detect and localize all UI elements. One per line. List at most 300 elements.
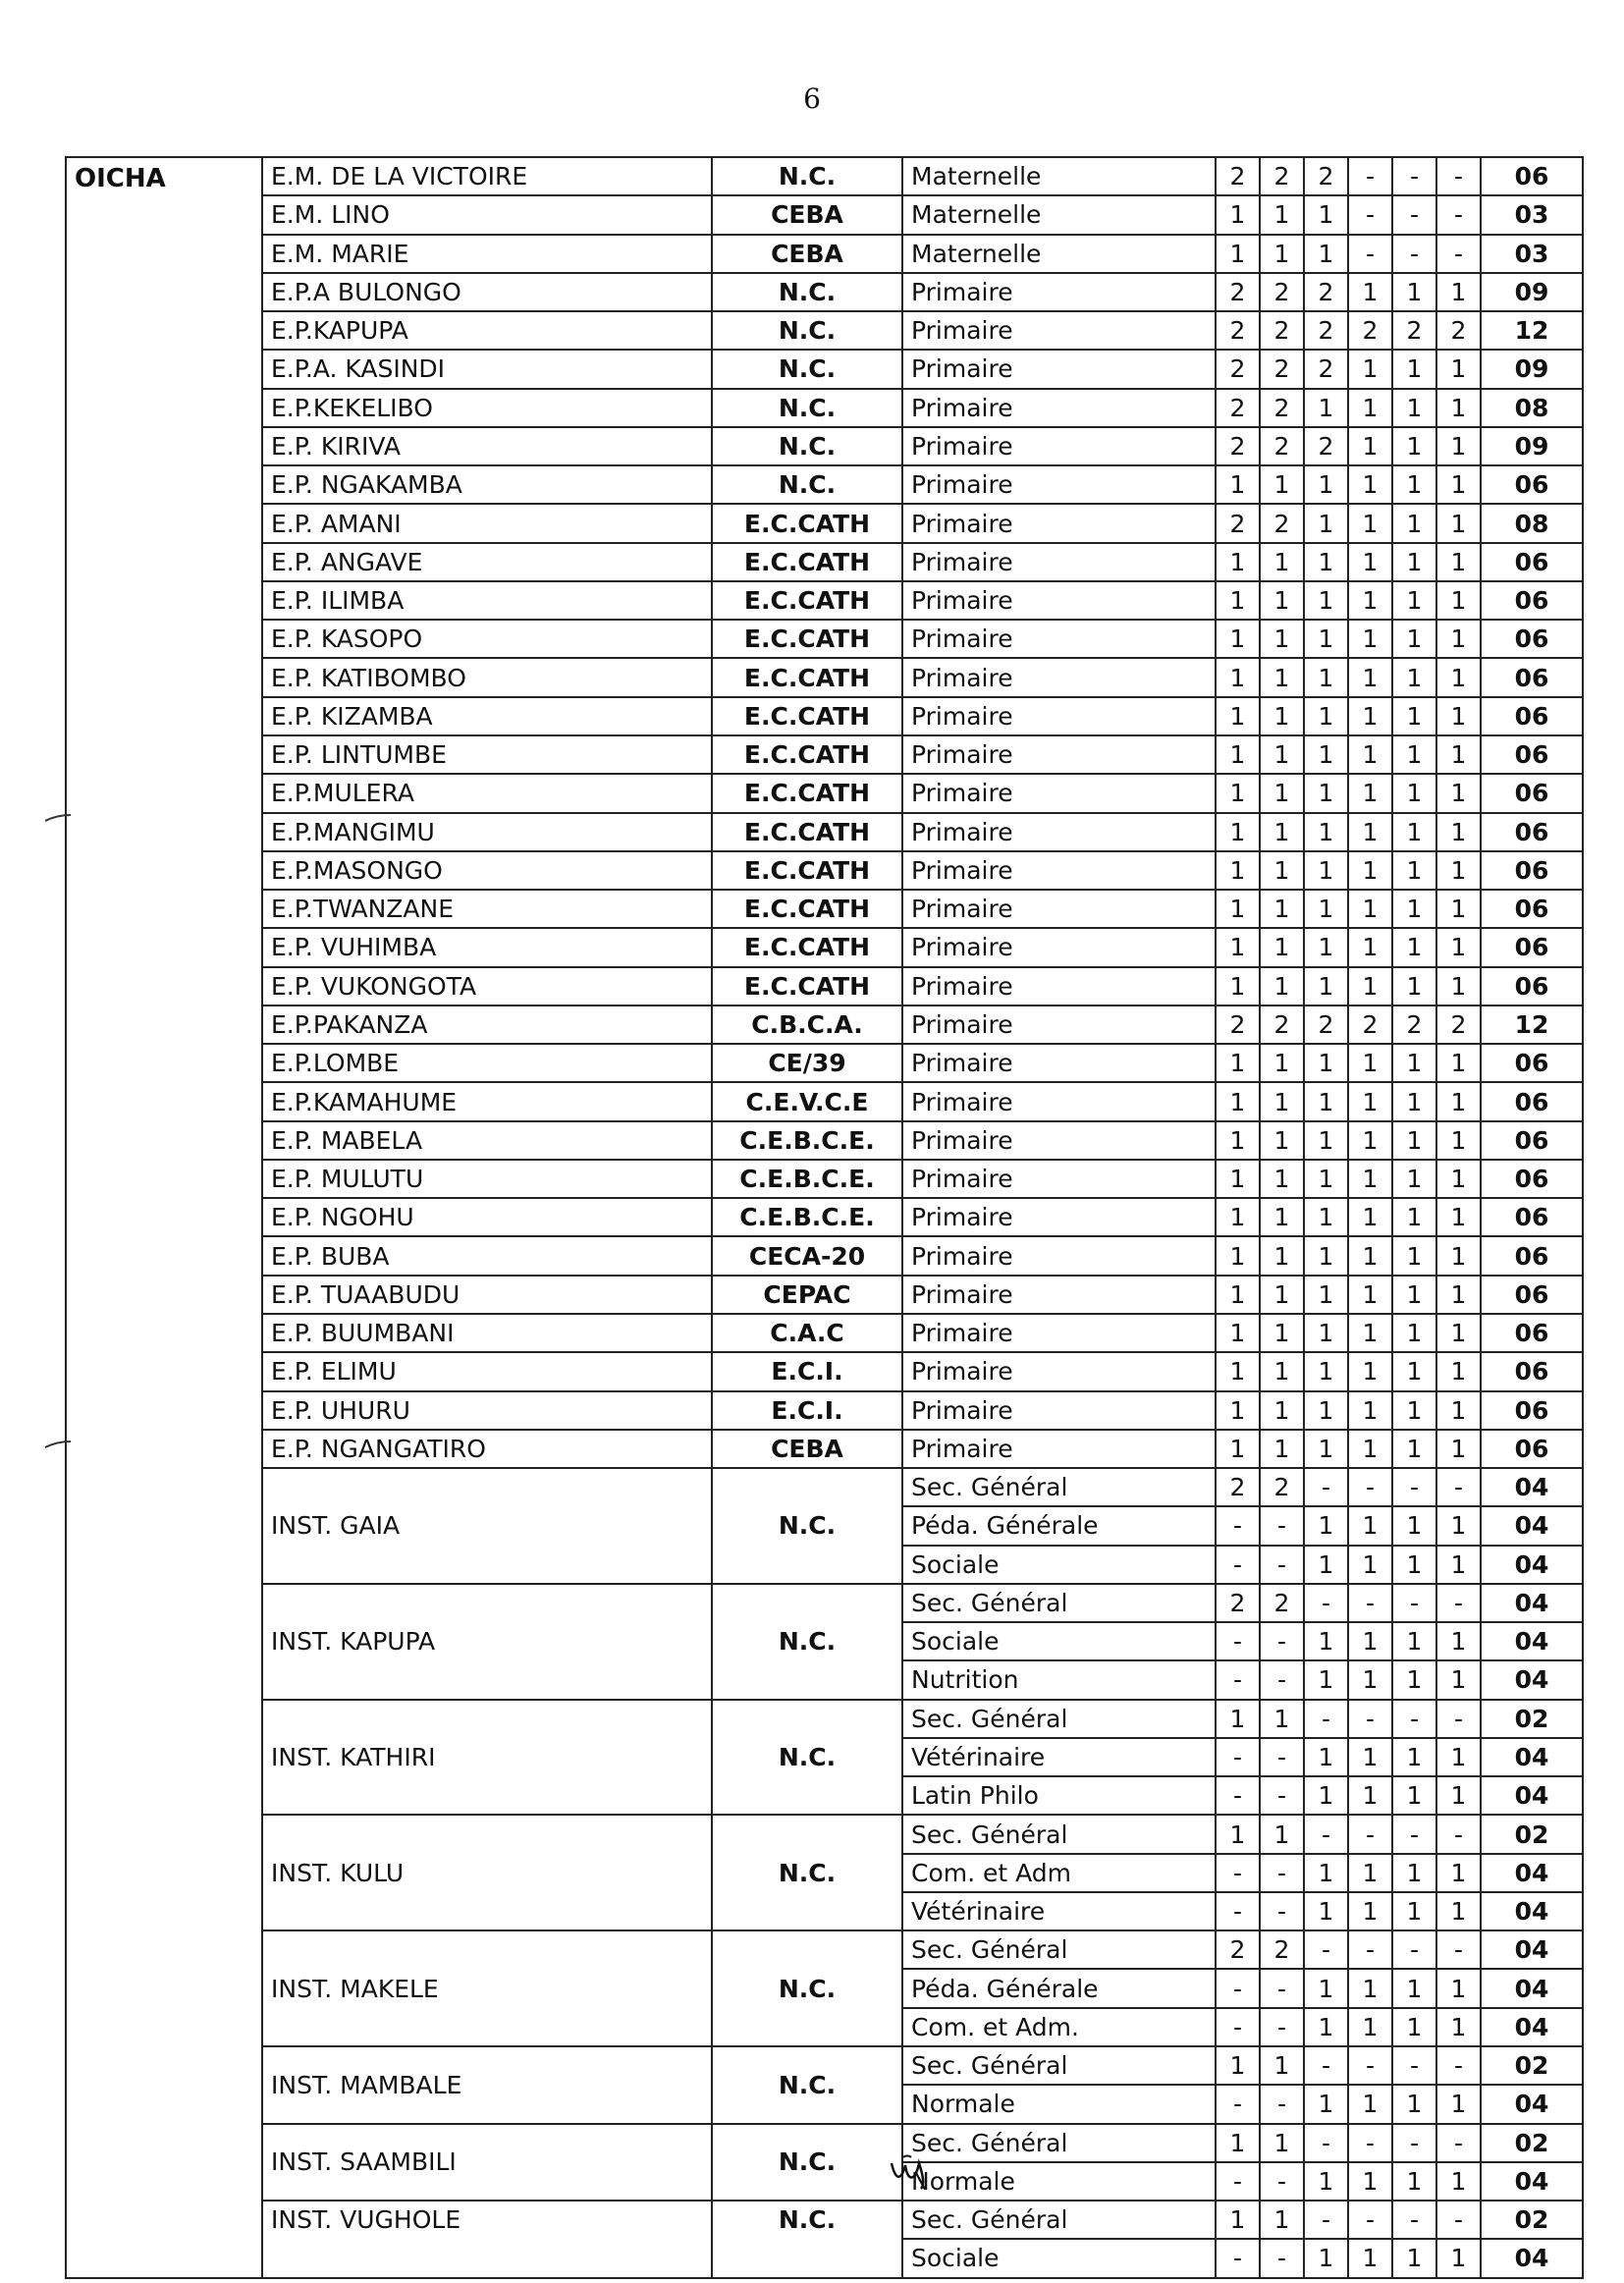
owner-cell: E.C.CATH bbox=[712, 658, 902, 696]
count-cell: 1 bbox=[1304, 581, 1348, 620]
owner-cell: E.C.CATH bbox=[712, 851, 902, 890]
count-cell: 1 bbox=[1216, 581, 1260, 620]
count-cell: 1 bbox=[1304, 543, 1348, 581]
count-cell: 1 bbox=[1348, 1892, 1392, 1930]
count-cell: - bbox=[1216, 1506, 1260, 1545]
count-cell: 1 bbox=[1348, 1314, 1392, 1352]
section-cell: Primaire bbox=[902, 389, 1216, 427]
count-cell: 1 bbox=[1436, 1082, 1481, 1120]
count-cell: - bbox=[1216, 1969, 1260, 2007]
total-cell: 06 bbox=[1481, 620, 1583, 658]
count-cell: 1 bbox=[1260, 1314, 1304, 1352]
school-name-cell: E.P. KASOPO bbox=[262, 620, 712, 658]
count-cell: 1 bbox=[1392, 2085, 1436, 2123]
section-cell: Primaire bbox=[902, 1430, 1216, 1468]
school-name-cell: E.P.A BULONGO bbox=[262, 273, 712, 311]
total-cell: 08 bbox=[1481, 504, 1583, 542]
count-cell: 1 bbox=[1260, 928, 1304, 966]
count-cell: 2 bbox=[1216, 427, 1260, 465]
count-cell: 1 bbox=[1260, 2201, 1304, 2239]
count-cell: 1 bbox=[1260, 1082, 1304, 1120]
count-cell: 1 bbox=[1436, 2239, 1481, 2277]
count-cell: - bbox=[1216, 1854, 1260, 1892]
total-cell: 04 bbox=[1481, 1930, 1583, 1969]
count-cell: - bbox=[1260, 1660, 1304, 1699]
count-cell: - bbox=[1260, 1738, 1304, 1776]
total-cell: 06 bbox=[1481, 1236, 1583, 1275]
section-cell: Sec. Général bbox=[902, 2124, 1216, 2162]
school-name-cell: E.P. MULUTU bbox=[262, 1160, 712, 1198]
count-cell: 1 bbox=[1436, 697, 1481, 735]
count-cell: 1 bbox=[1260, 581, 1304, 620]
owner-cell: N.C. bbox=[712, 2201, 902, 2278]
count-cell: 1 bbox=[1392, 504, 1436, 542]
school-name-cell: E.P. ILIMBA bbox=[262, 581, 712, 620]
section-cell: Primaire bbox=[902, 1044, 1216, 1082]
total-cell: 09 bbox=[1481, 350, 1583, 388]
count-cell: 1 bbox=[1304, 1622, 1348, 1660]
count-cell: 1 bbox=[1392, 1391, 1436, 1430]
owner-cell: E.C.CATH bbox=[712, 928, 902, 966]
total-cell: 06 bbox=[1481, 697, 1583, 735]
section-cell: Primaire bbox=[902, 1276, 1216, 1314]
total-cell: 02 bbox=[1481, 2046, 1583, 2085]
table-row bbox=[66, 1314, 1583, 1352]
institute-name-cell: INST. GAIA bbox=[262, 1468, 712, 1584]
table-row bbox=[66, 1160, 1583, 1198]
count-cell: 1 bbox=[1348, 1430, 1392, 1468]
count-cell: 1 bbox=[1216, 465, 1260, 504]
total-cell: 06 bbox=[1481, 1314, 1583, 1352]
count-cell: - bbox=[1304, 2046, 1348, 2085]
count-cell: 1 bbox=[1216, 967, 1260, 1006]
count-cell: 2 bbox=[1216, 311, 1260, 350]
count-cell: 2 bbox=[1348, 311, 1392, 350]
section-cell: Primaire bbox=[902, 350, 1216, 388]
count-cell: - bbox=[1260, 1546, 1304, 1584]
count-cell: 1 bbox=[1392, 658, 1436, 696]
count-cell: 1 bbox=[1436, 1546, 1481, 1584]
total-cell: 04 bbox=[1481, 1738, 1583, 1776]
school-name-cell: E.P. ELIMU bbox=[262, 1352, 712, 1390]
section-cell: Sec. Général bbox=[902, 1468, 1216, 1506]
owner-cell: N.C. bbox=[712, 427, 902, 465]
owner-cell: E.C.CATH bbox=[712, 620, 902, 658]
total-cell: 04 bbox=[1481, 1660, 1583, 1699]
count-cell: 1 bbox=[1392, 1314, 1436, 1352]
count-cell: 1 bbox=[1304, 1044, 1348, 1082]
count-cell: 1 bbox=[1260, 658, 1304, 696]
count-cell: - bbox=[1260, 1776, 1304, 1815]
school-name-cell: E.P. BUUMBANI bbox=[262, 1314, 712, 1352]
count-cell: 1 bbox=[1348, 1391, 1392, 1430]
count-cell: 1 bbox=[1436, 1738, 1481, 1776]
owner-cell: N.C. bbox=[712, 1584, 902, 1700]
section-cell: Sec. Général bbox=[902, 1700, 1216, 1738]
total-cell: 02 bbox=[1481, 1815, 1583, 1853]
section-cell: Primaire bbox=[902, 1236, 1216, 1275]
total-cell: 12 bbox=[1481, 311, 1583, 350]
table-row bbox=[66, 813, 1583, 851]
count-cell: - bbox=[1348, 235, 1392, 273]
count-cell: 1 bbox=[1436, 967, 1481, 1006]
count-cell: 1 bbox=[1348, 427, 1392, 465]
count-cell: 1 bbox=[1260, 195, 1304, 234]
count-cell: 1 bbox=[1392, 581, 1436, 620]
count-cell: 1 bbox=[1304, 2162, 1348, 2201]
count-cell: 1 bbox=[1436, 504, 1481, 542]
count-cell: - bbox=[1392, 1815, 1436, 1853]
handwritten-initials bbox=[886, 2151, 945, 2191]
count-cell: 2 bbox=[1304, 427, 1348, 465]
count-cell: - bbox=[1392, 2046, 1436, 2085]
count-cell: 1 bbox=[1348, 1738, 1392, 1776]
count-cell: 1 bbox=[1348, 1236, 1392, 1275]
section-cell: Vétérinaire bbox=[902, 1892, 1216, 1930]
count-cell: - bbox=[1260, 2085, 1304, 2123]
section-cell: Com. et Adm bbox=[902, 1854, 1216, 1892]
table-row bbox=[66, 1700, 1583, 1738]
count-cell: - bbox=[1260, 1969, 1304, 2007]
owner-cell: CE/39 bbox=[712, 1044, 902, 1082]
count-cell: 1 bbox=[1436, 774, 1481, 812]
section-cell: Sec. Général bbox=[902, 2046, 1216, 2085]
count-cell: 1 bbox=[1304, 1660, 1348, 1699]
owner-cell: E.C.CATH bbox=[712, 581, 902, 620]
count-cell: - bbox=[1392, 2201, 1436, 2239]
count-cell: 1 bbox=[1260, 851, 1304, 890]
count-cell: 1 bbox=[1436, 273, 1481, 311]
count-cell: 1 bbox=[1216, 543, 1260, 581]
count-cell: - bbox=[1392, 1584, 1436, 1622]
owner-cell: CEPAC bbox=[712, 1276, 902, 1314]
count-cell: 1 bbox=[1304, 851, 1348, 890]
total-cell: 04 bbox=[1481, 1776, 1583, 1815]
section-cell: Primaire bbox=[902, 504, 1216, 542]
school-name-cell: E.P. KIRIVA bbox=[262, 427, 712, 465]
count-cell: 1 bbox=[1216, 1082, 1260, 1120]
school-name-cell: E.P. UHURU bbox=[262, 1391, 712, 1430]
count-cell: - bbox=[1216, 2085, 1260, 2123]
owner-cell: C.B.C.A. bbox=[712, 1006, 902, 1044]
count-cell: 1 bbox=[1304, 389, 1348, 427]
total-cell: 06 bbox=[1481, 1198, 1583, 1236]
total-cell: 09 bbox=[1481, 273, 1583, 311]
section-cell: Maternelle bbox=[902, 157, 1216, 195]
owner-cell: N.C. bbox=[712, 350, 902, 388]
count-cell: 1 bbox=[1216, 735, 1260, 774]
section-cell: Sociale bbox=[902, 1546, 1216, 1584]
school-name-cell: E.P.MASONGO bbox=[262, 851, 712, 890]
count-cell: 1 bbox=[1392, 967, 1436, 1006]
count-cell: 1 bbox=[1216, 813, 1260, 851]
table-row bbox=[66, 2124, 1583, 2162]
count-cell: 1 bbox=[1260, 620, 1304, 658]
count-cell: 1 bbox=[1392, 620, 1436, 658]
count-cell: 1 bbox=[1260, 967, 1304, 1006]
schools-table bbox=[65, 156, 1584, 2279]
count-cell: 1 bbox=[1348, 2008, 1392, 2046]
count-cell: 1 bbox=[1304, 967, 1348, 1006]
table-row bbox=[66, 1044, 1583, 1082]
total-cell: 06 bbox=[1481, 658, 1583, 696]
count-cell: 1 bbox=[1436, 1352, 1481, 1390]
institute-name-cell: INST. KULU bbox=[262, 1815, 712, 1930]
count-cell: 1 bbox=[1436, 1506, 1481, 1545]
institute-name-cell: INST. KAPUPA bbox=[262, 1584, 712, 1700]
section-cell: Primaire bbox=[902, 735, 1216, 774]
count-cell: 1 bbox=[1304, 620, 1348, 658]
owner-cell: CEBA bbox=[712, 235, 902, 273]
count-cell: 1 bbox=[1216, 697, 1260, 735]
total-cell: 06 bbox=[1481, 1044, 1583, 1082]
count-cell: - bbox=[1392, 2124, 1436, 2162]
count-cell: 1 bbox=[1216, 1352, 1260, 1390]
institute-name-cell: INST. KATHIRI bbox=[262, 1700, 712, 1816]
count-cell: 1 bbox=[1304, 2085, 1348, 2123]
count-cell: 2 bbox=[1436, 311, 1481, 350]
count-cell: 1 bbox=[1348, 1546, 1392, 1584]
count-cell: 1 bbox=[1304, 1160, 1348, 1198]
count-cell: 2 bbox=[1304, 273, 1348, 311]
table-row bbox=[66, 1198, 1583, 1236]
institute-name-cell: INST. VUGHOLE bbox=[262, 2201, 712, 2278]
count-cell: - bbox=[1392, 235, 1436, 273]
total-cell: 06 bbox=[1481, 1160, 1583, 1198]
count-cell: 1 bbox=[1304, 1738, 1348, 1776]
school-name-cell: E.P. NGANGATIRO bbox=[262, 1430, 712, 1468]
count-cell: - bbox=[1216, 2239, 1260, 2277]
count-cell: 1 bbox=[1304, 1854, 1348, 1892]
table-row bbox=[66, 1815, 1583, 1853]
count-cell: 1 bbox=[1216, 1236, 1260, 1275]
count-cell: 2 bbox=[1260, 389, 1304, 427]
table-row bbox=[66, 2201, 1583, 2239]
table-row bbox=[66, 697, 1583, 735]
owner-cell: E.C.CATH bbox=[712, 543, 902, 581]
count-cell: 1 bbox=[1436, 658, 1481, 696]
count-cell: 1 bbox=[1304, 890, 1348, 928]
count-cell: 2 bbox=[1348, 1006, 1392, 1044]
count-cell: 1 bbox=[1348, 465, 1392, 504]
count-cell: 1 bbox=[1392, 1430, 1436, 1468]
count-cell: 1 bbox=[1392, 465, 1436, 504]
count-cell: - bbox=[1392, 157, 1436, 195]
count-cell: - bbox=[1392, 195, 1436, 234]
count-cell: 1 bbox=[1216, 1198, 1260, 1236]
section-cell: Primaire bbox=[902, 1160, 1216, 1198]
table-row bbox=[66, 658, 1583, 696]
school-name-cell: E.M. LINO bbox=[262, 195, 712, 234]
count-cell: - bbox=[1304, 1815, 1348, 1853]
count-cell: 1 bbox=[1216, 1314, 1260, 1352]
count-cell: 1 bbox=[1260, 890, 1304, 928]
section-cell: Primaire bbox=[902, 1121, 1216, 1160]
count-cell: 1 bbox=[1304, 235, 1348, 273]
count-cell: 1 bbox=[1348, 2239, 1392, 2277]
count-cell: 1 bbox=[1436, 427, 1481, 465]
table-row bbox=[66, 465, 1583, 504]
count-cell: 1 bbox=[1216, 1815, 1260, 1853]
count-cell: 1 bbox=[1392, 1622, 1436, 1660]
count-cell: - bbox=[1304, 1584, 1348, 1622]
count-cell: 1 bbox=[1436, 1198, 1481, 1236]
count-cell: 1 bbox=[1348, 1276, 1392, 1314]
count-cell: 2 bbox=[1260, 273, 1304, 311]
count-cell: - bbox=[1348, 195, 1392, 234]
count-cell: 1 bbox=[1392, 1776, 1436, 1815]
section-cell: Primaire bbox=[902, 851, 1216, 890]
owner-cell: E.C.I. bbox=[712, 1391, 902, 1430]
count-cell: 1 bbox=[1436, 1121, 1481, 1160]
count-cell: 1 bbox=[1436, 735, 1481, 774]
count-cell: - bbox=[1348, 157, 1392, 195]
count-cell: 1 bbox=[1216, 1391, 1260, 1430]
count-cell: 1 bbox=[1260, 697, 1304, 735]
school-name-cell: E.P.KAMAHUME bbox=[262, 1082, 712, 1120]
count-cell: 1 bbox=[1392, 1969, 1436, 2007]
count-cell: 1 bbox=[1436, 1776, 1481, 1815]
section-cell: Maternelle bbox=[902, 235, 1216, 273]
count-cell: - bbox=[1260, 2162, 1304, 2201]
count-cell: - bbox=[1348, 2124, 1392, 2162]
table-row bbox=[66, 2046, 1583, 2085]
count-cell: 1 bbox=[1436, 1854, 1481, 1892]
table-row bbox=[66, 1930, 1583, 1969]
owner-cell: N.C. bbox=[712, 273, 902, 311]
section-cell: Primaire bbox=[902, 890, 1216, 928]
total-cell: 06 bbox=[1481, 774, 1583, 812]
institute-name-cell: INST. MAMBALE bbox=[262, 2046, 712, 2124]
count-cell: 1 bbox=[1392, 1044, 1436, 1082]
count-cell: - bbox=[1260, 1854, 1304, 1892]
count-cell: 1 bbox=[1260, 1276, 1304, 1314]
count-cell: 1 bbox=[1216, 2201, 1260, 2239]
count-cell: 1 bbox=[1304, 1276, 1348, 1314]
table-row bbox=[66, 235, 1583, 273]
count-cell: - bbox=[1436, 195, 1481, 234]
count-cell: - bbox=[1436, 1700, 1481, 1738]
section-cell: Péda. Générale bbox=[902, 1506, 1216, 1545]
count-cell: 1 bbox=[1260, 813, 1304, 851]
section-cell: Vétérinaire bbox=[902, 1738, 1216, 1776]
count-cell: 1 bbox=[1216, 1700, 1260, 1738]
school-name-cell: E.P.A. KASINDI bbox=[262, 350, 712, 388]
count-cell: 1 bbox=[1304, 735, 1348, 774]
total-cell: 06 bbox=[1481, 890, 1583, 928]
section-cell: Primaire bbox=[902, 1314, 1216, 1352]
count-cell: 2 bbox=[1260, 350, 1304, 388]
count-cell: 1 bbox=[1260, 1352, 1304, 1390]
count-cell: 1 bbox=[1436, 890, 1481, 928]
section-cell: Primaire bbox=[902, 465, 1216, 504]
count-cell: - bbox=[1436, 2124, 1481, 2162]
section-cell: Primaire bbox=[902, 928, 1216, 966]
table-row bbox=[66, 774, 1583, 812]
count-cell: - bbox=[1348, 1468, 1392, 1506]
count-cell: - bbox=[1348, 1815, 1392, 1853]
count-cell: 2 bbox=[1436, 1006, 1481, 1044]
total-cell: 06 bbox=[1481, 581, 1583, 620]
count-cell: 1 bbox=[1436, 1660, 1481, 1699]
count-cell: 1 bbox=[1216, 928, 1260, 966]
count-cell: - bbox=[1348, 2201, 1392, 2239]
count-cell: 1 bbox=[1348, 2085, 1392, 2123]
school-name-cell: E.P. NGOHU bbox=[262, 1198, 712, 1236]
count-cell: 1 bbox=[1392, 928, 1436, 966]
total-cell: 06 bbox=[1481, 735, 1583, 774]
count-cell: 1 bbox=[1392, 1160, 1436, 1198]
count-cell: 1 bbox=[1392, 1660, 1436, 1699]
count-cell: 1 bbox=[1348, 1776, 1392, 1815]
count-cell: 1 bbox=[1260, 2046, 1304, 2085]
total-cell: 02 bbox=[1481, 2124, 1583, 2162]
count-cell: 1 bbox=[1348, 620, 1392, 658]
owner-cell: E.C.CATH bbox=[712, 967, 902, 1006]
count-cell: 1 bbox=[1436, 851, 1481, 890]
school-name-cell: E.P. KIZAMBA bbox=[262, 697, 712, 735]
count-cell: 1 bbox=[1304, 1776, 1348, 1815]
count-cell: 2 bbox=[1304, 350, 1348, 388]
school-name-cell: E.P. MABELA bbox=[262, 1121, 712, 1160]
section-cell: Sec. Général bbox=[902, 1930, 1216, 1969]
count-cell: 2 bbox=[1216, 504, 1260, 542]
section-cell: Primaire bbox=[902, 1006, 1216, 1044]
section-cell: Primaire bbox=[902, 1198, 1216, 1236]
section-cell: Sociale bbox=[902, 2239, 1216, 2277]
count-cell: 1 bbox=[1348, 1082, 1392, 1120]
count-cell: 1 bbox=[1348, 1660, 1392, 1699]
count-cell: - bbox=[1392, 1468, 1436, 1506]
count-cell: - bbox=[1216, 1546, 1260, 1584]
count-cell: 1 bbox=[1304, 813, 1348, 851]
table-row bbox=[66, 1468, 1583, 1506]
section-cell: Péda. Générale bbox=[902, 1969, 1216, 2007]
school-name-cell: E.P.TWANZANE bbox=[262, 890, 712, 928]
count-cell: - bbox=[1436, 2046, 1481, 2085]
school-name-cell: E.P. LINTUMBE bbox=[262, 735, 712, 774]
owner-cell: N.C. bbox=[712, 1930, 902, 2046]
table-row bbox=[66, 928, 1583, 966]
count-cell: 1 bbox=[1436, 389, 1481, 427]
table-row bbox=[66, 1391, 1583, 1430]
table-row bbox=[66, 1276, 1583, 1314]
owner-cell: C.E.B.C.E. bbox=[712, 1160, 902, 1198]
count-cell: 1 bbox=[1348, 1044, 1392, 1082]
count-cell: 1 bbox=[1436, 543, 1481, 581]
count-cell: - bbox=[1216, 1776, 1260, 1815]
count-cell: - bbox=[1436, 1930, 1481, 1969]
count-cell: 1 bbox=[1436, 1276, 1481, 1314]
count-cell: 1 bbox=[1260, 735, 1304, 774]
count-cell: 1 bbox=[1260, 543, 1304, 581]
count-cell: 1 bbox=[1436, 1430, 1481, 1468]
section-cell: Sec. Général bbox=[902, 1815, 1216, 1853]
count-cell: 1 bbox=[1436, 1044, 1481, 1082]
count-cell: 1 bbox=[1436, 350, 1481, 388]
count-cell: 1 bbox=[1304, 504, 1348, 542]
count-cell: 1 bbox=[1348, 1854, 1392, 1892]
count-cell: 1 bbox=[1348, 967, 1392, 1006]
count-cell: 1 bbox=[1216, 1276, 1260, 1314]
count-cell: 1 bbox=[1392, 890, 1436, 928]
count-cell: 1 bbox=[1348, 350, 1392, 388]
count-cell: 2 bbox=[1260, 1930, 1304, 1969]
count-cell: 2 bbox=[1260, 1584, 1304, 1622]
count-cell: 1 bbox=[1436, 620, 1481, 658]
count-cell: 1 bbox=[1304, 2008, 1348, 2046]
total-cell: 02 bbox=[1481, 2201, 1583, 2239]
